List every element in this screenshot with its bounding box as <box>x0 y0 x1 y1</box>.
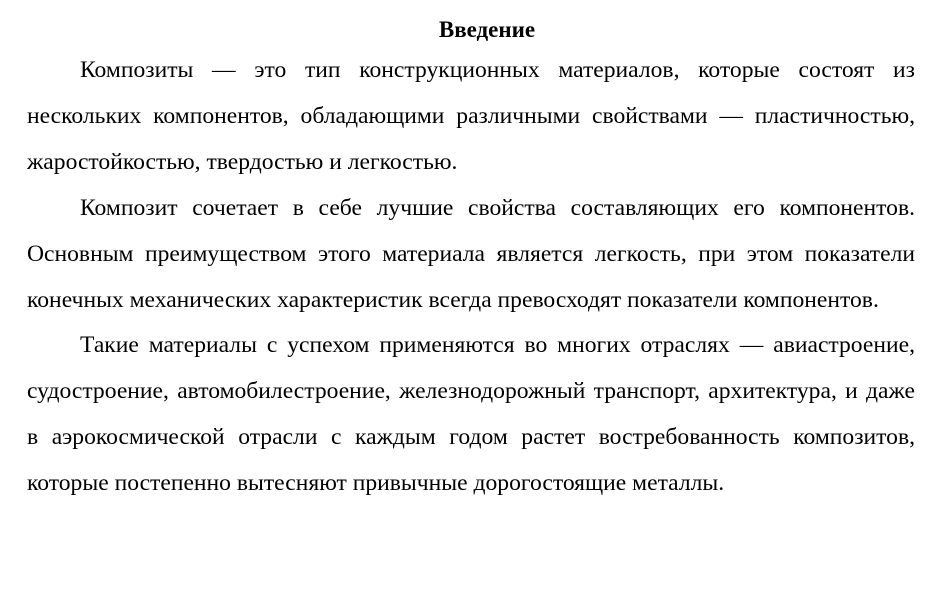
paragraph-2: Композит сочетает в себе лучшие свойства составляющих его компонентов. Основным преимуществом этого материала является легкость, при этом показатели конечных механических характеристик всегда превосходят показатели компонентов. <box>27 194 915 313</box>
document-page <box>27 12 915 507</box>
page-title: Введение <box>438 17 536 42</box>
paragraph-3: Такие материалы с успехом применяются во многих отраслях — авиастроение, судостроение, автомобилестроение, железнодорожный транспорт, архитектура, и даже в аэрокосмической отрасли с каждым годом растет востребованность композитов, которые постепенно вытесняют привычные дорогостоящие металлы. <box>27 332 915 497</box>
paragraph-1: Композиты — это тип конструкционных материалов, которые состоят из нескольких компонентов, обладающими различными свойствами — пластичностью, жаростойкостью, твердостью и легкостью. <box>27 57 915 175</box>
